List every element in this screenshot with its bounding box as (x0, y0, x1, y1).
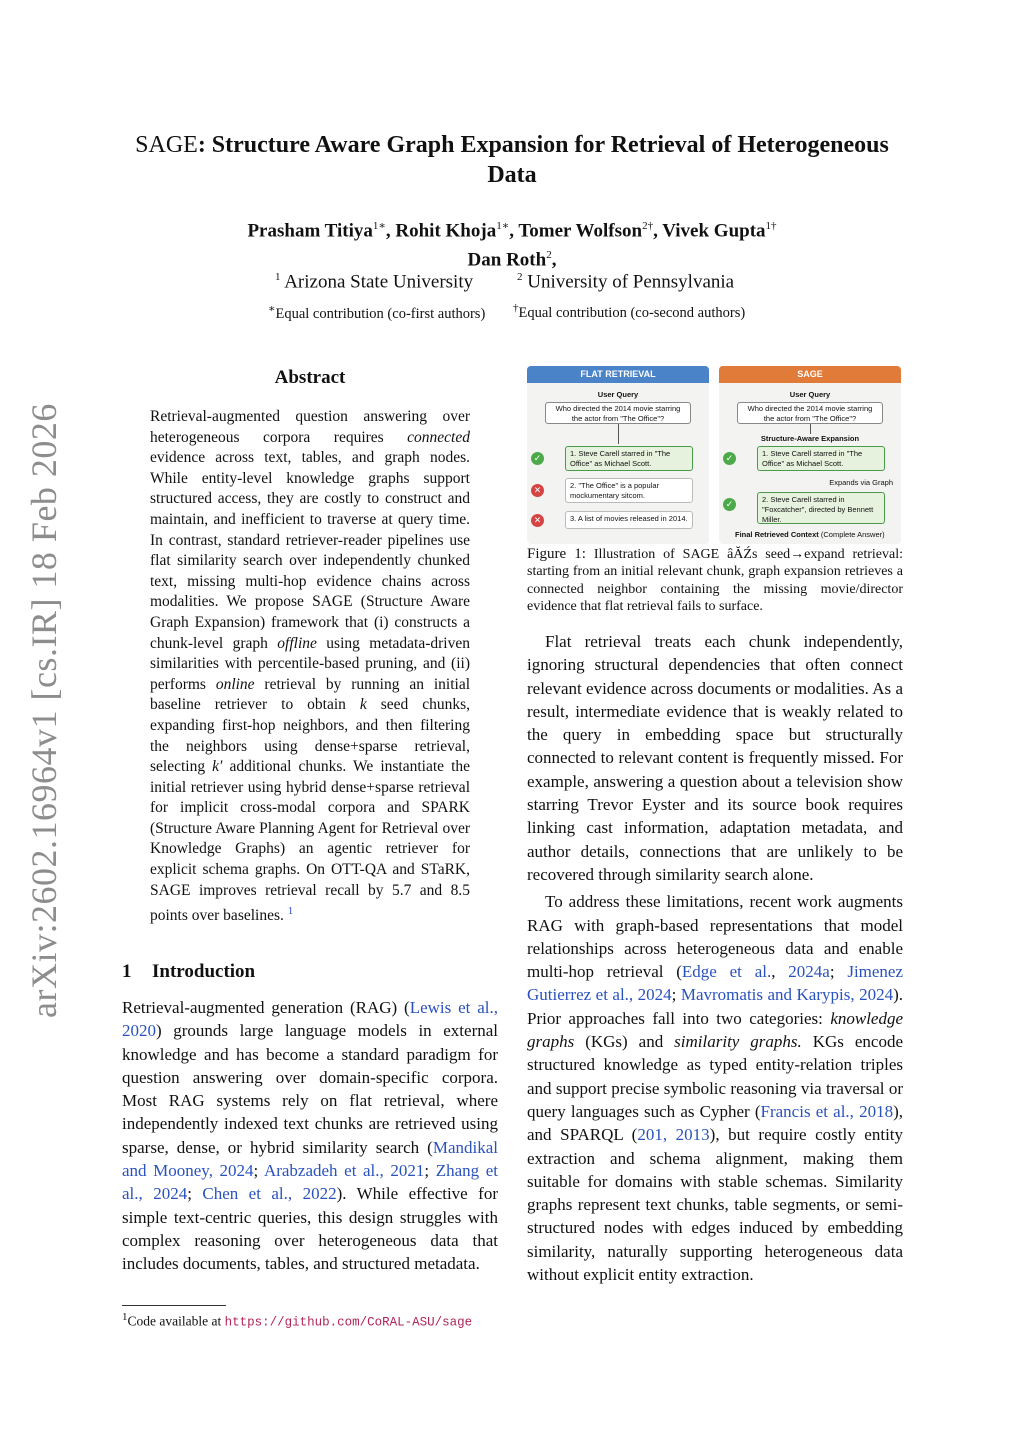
body-text: ) grounds large language models in external knowledge and has become a standard paradigm for question answering over domain-specific corpora. Most RAG systems rely on flat retrieval, where independently indexed text chunks are retrieved using sparse, dense, or hybrid similarity search ( (122, 1021, 498, 1157)
expanded-chunk: 2. Steve Carell starred in "Foxcatcher", directed by Bennett Miller. (757, 492, 885, 524)
abstract-text: retrieval by running an initial baseline retriever to obtain (150, 675, 470, 714)
paper-title (110, 130, 914, 190)
title-rest: : Structure Aware Graph Expansion for Retrieval of Heterogeneous Data (197, 132, 889, 188)
section-title: Introduction (152, 961, 256, 982)
author: Prasham Titiya (247, 220, 373, 242)
sage-panel (719, 366, 901, 544)
author-mark: 2† (642, 220, 654, 232)
equal-text: Equal contribution (co-first authors) (275, 305, 486, 322)
equal-contribution-second (513, 302, 745, 322)
section-number: 1 (122, 961, 132, 982)
author: Rohit Khoja (395, 220, 497, 242)
author-mark: 2 (546, 249, 552, 262)
abstract-text: framework that (i) constructs a chunk-level graph (150, 613, 470, 652)
author-mark: 1∗ (496, 220, 510, 232)
retrieved-chunk-3: 3. A list of movies released in 2014. (565, 511, 693, 529)
section-heading-introduction (122, 961, 255, 983)
cross-icon: ✕ (531, 514, 544, 527)
arrow-down (810, 424, 811, 434)
abstract-text: Retrieval-augmented question answering over heterogeneous corpora requires (150, 408, 470, 446)
cross-icon: ✕ (531, 484, 544, 497)
abstract-sage: SAGE (150, 881, 191, 899)
expands-via-graph-label: Expands via Graph (829, 478, 893, 487)
affiliation-2 (517, 271, 734, 293)
final-context-rest: (Complete Answer) (818, 530, 885, 539)
citation-link[interactable]: Chen et al., 2022 (202, 1184, 337, 1204)
abstract-emphasis: connected (407, 428, 470, 446)
flat-retrieval-panel (527, 366, 709, 544)
code-url-link[interactable]: https://github.com/CoRAL-ASU/sage (224, 1315, 473, 1330)
footnote-ref[interactable]: 1 (287, 905, 294, 918)
body-emphasis: similarity graphs. (674, 1032, 802, 1052)
query-line: the actor from "The Office"? (763, 414, 857, 423)
author-mark: 1∗ (372, 220, 386, 232)
sage-header: SAGE (719, 366, 901, 383)
body-paragraph: To address these limitations, recent work augments RAG with graph-based representations that model relationships across heterogeneous data and enable multi-hop retrieval (Edge et al., 2024a; Jimenez Gutierrez et al., 2024; Mavromatis and Karypis, 2024). Prior approaches fall into two categories: knowledge graphs (KGs) and similarity graphs. KGs encode structured knowledge as typed entity-relation triples and support precise symbolic reasoning via traversal or query languages such as Cypher (Francis et al., 2018), and SPARQL (201, 2013), but require costly entity extraction and schema alignment, making them suitable for domains with stable schemas. Similarity graphs represent text chunks, table segments, or semi-structured nodes with edges induced by embedding similarity, naturally supporting heterogeneous data without explicit entity extraction. (527, 892, 904, 1285)
author: Tomer Wolfson (518, 220, 643, 242)
footnote-mark: 1 (122, 1311, 128, 1323)
introduction-paragraph: Retrieval-augmented generation (RAG) (Lewis et al., 2020) grounds large language models in external knowledge and has become a standard paradigm for question answering over domain-specific corpora. Most RAG systems rely on flat retrieval, where independently indexed text chunks are retrieved using sparse, dense, or hybrid similarity search (Mandikal and Mooney, 2024; Arabzadeh et al., 2021; Zhang et al., 2024; Chen et al., 2022). While effective for simple text-centric queries, this design struggles with complex reasoning over heterogeneous data that includes documents, tables, and structured metadata. (122, 998, 498, 1274)
abstract-emphasis: offline (277, 634, 317, 652)
footnote-text: Code available at (127, 1313, 225, 1329)
final-context-bold: Final Retrieved Context (735, 530, 819, 539)
abstract-math: k′ (212, 758, 223, 776)
check-icon: ✓ (723, 452, 736, 465)
flat-retrieval-header: FLAT RETRIEVAL (527, 366, 709, 383)
query-line: the actor from "The Office"? (571, 414, 665, 423)
arxiv-identifier: arXiv:2602.16964v1 [cs.IR] 18 Feb 2026 (24, 403, 64, 1018)
body-text: (KGs) and (585, 1032, 664, 1052)
equal-mark: ∗ (268, 303, 276, 315)
user-query-box (545, 402, 691, 424)
abstract-text: improves retrieval recall by 5.7 and 8.5 points over baselines. (150, 881, 470, 925)
affiliation-name: Arizona State University (284, 271, 474, 293)
abstract-sage: SAGE (312, 593, 353, 611)
equal-contribution-first (268, 302, 485, 323)
citation-link[interactable]: Francis et al., 2018 (760, 1101, 894, 1121)
abstract-text: evidence across text, tables, and graph nodes. While entity-level knowledge graphs support structured access, they are costly to construct and maintain, and inefficient to traverse at query time. In contrast, standard retriever-reader pipelines use flat similarity search over independently chunked text, missing multi-hop evidence chains across modalities. We propose (150, 449, 470, 611)
equal-mark: † (513, 302, 519, 314)
author: Dan Roth (467, 249, 547, 271)
citation-link[interactable]: Edge et al. (681, 962, 772, 982)
affiliation-mark: 1 (275, 271, 281, 283)
body-paragraph: Flat retrieval treats each chunk independently, ignoring structural dependencies that often connect relevant evidence across documents or modalities. As a result, intermediate evidence that is weakly related to the query in embedding space but structurally connected to relevant content is frequently missed. For example, answering a question about a television show starring Trevor Eyster and its source book requires linking cast information, adaptation metadata, and author details, connections that are unlikely to be recovered through similarity search alone. (527, 632, 903, 884)
citation-link[interactable]: Mandikal and Mooney, 2024 (122, 1137, 498, 1181)
abstract-spark: SPARK (421, 799, 470, 817)
abstract-heading: Abstract (274, 367, 346, 388)
abstract-emphasis: online (215, 675, 255, 693)
body-emphasis: knowledge graphs (527, 1008, 904, 1052)
body-text: To address these limitations, recent work augments RAG with graph-based representations that model relationships across heterogeneous data and enable multi-hop retrieval ( (527, 892, 903, 982)
footnote-divider (122, 1305, 226, 1306)
body-text: ), but require costly entity extraction and schema alignment, making them suitable for domains with stable schemas. Similarity graphs represent text chunks, table segments, or semi-structured nodes with edges induced by embedding similarity, naturally supporting heterogeneous data without explicit entity extraction. (527, 1125, 904, 1285)
citation-link[interactable]: Lewis et al., 2020 (122, 998, 498, 1041)
caption-text: Illustration of SAGE âĂŹs seed→expand retrieval: starting from an initial relevant chunk, graph expansion retrieves a connected neighbor containing the missing movie/director evidence that flat retrieval fails to surface. (527, 547, 903, 615)
check-icon: ✓ (531, 452, 544, 465)
abstract-math: k (359, 696, 367, 714)
author: Vivek Gupta (662, 220, 766, 242)
retrieved-chunk-2: 2. "The Office" is a popular mockumentary sitcom. (565, 478, 693, 503)
equal-text: Equal contribution (co-second authors) (518, 304, 746, 321)
footnote (122, 1311, 472, 1330)
right-column-body (527, 630, 903, 1286)
figure-1-caption (527, 546, 903, 616)
abstract-text: using metadata-driven similarities with percentile-based pruning, and (ii) performs (150, 634, 470, 693)
user-query-label: User Query (789, 390, 831, 399)
seed-chunk: 1. Steve Carell starred in "The Office" as Michael Scott. (757, 446, 885, 471)
citation-link[interactable]: 201, 2013 (637, 1125, 710, 1145)
citation-link[interactable]: Arabzadeh et al., 2021 (263, 1161, 425, 1181)
check-icon: ✓ (723, 498, 736, 511)
citation-link[interactable]: Mavromatis and Karypis, 2024 (680, 985, 894, 1005)
body-text: Retrieval-augmented generation (RAG) ( (122, 998, 410, 1017)
affiliation-name: University of Pennsylvania (527, 271, 735, 293)
structure-aware-expansion-label: Structure-Aware Expansion (760, 434, 860, 443)
final-context-label (735, 530, 885, 539)
author-list: Prasham Titiya$^{1∗}$, Rohit Khoja$^{1∗}$, Tomer Wolfson$^{2\dagger}$, Vivek Gupta$^{1\dagger}$ Dan Roth$^2$, (247, 220, 777, 271)
arrow-down (618, 424, 619, 444)
abstract-body (150, 407, 470, 927)
abstract-sage-expansion: (Structure Aware Graph Expansion) (150, 593, 471, 631)
retrieved-chunk-1: 1. Steve Carell starred in "The Office" as Michael Scott. (565, 446, 693, 471)
abstract-text: additional chunks. We instantiate the initial retriever using hybrid dense+sparse retrieval for implicit cross-modal corpora and (150, 758, 471, 817)
citation-link[interactable]: Zhang et al., 2024 (122, 1161, 498, 1204)
title-sage: SAGE (135, 132, 198, 158)
abstract-text: an agentic retriever for explicit schema graphs. On OTT-QA and STaRK, (150, 840, 470, 879)
affiliation-mark: 2 (517, 271, 523, 283)
citation-link[interactable]: Jimenez Gutierrez et al., 2024 (527, 962, 904, 1005)
body-text: ). While effective for simple text-centric queries, this design struggles with complex reasoning over heterogeneous data that includes documents, tables, and structured metadata. (122, 1184, 498, 1274)
user-query-label: User Query (597, 390, 639, 399)
body-text: ). Prior approaches fall into two categories: (527, 985, 903, 1028)
user-query-box (737, 402, 883, 424)
body-text: ), and SPARQL ( (527, 1101, 903, 1145)
abstract-text: seed chunks, expanding first-hop neighbors, and then filtering the neighbors using dense+sparse retrieval, selecting (150, 696, 470, 776)
query-line: Who directed the 2014 movie starring (747, 404, 873, 413)
query-line: Who directed the 2014 movie starring (555, 404, 681, 413)
figure-1 (527, 366, 903, 544)
abstract-spark-expansion: (Structure Aware Planning Agent for Retrieval over Knowledge Graphs) (150, 819, 470, 858)
affiliation-1 (275, 271, 473, 293)
author-mark: 1† (765, 220, 777, 232)
body-text: KGs encode structured knowledge as typed entity-relation triples and support precise symbolic reasoning via traversal or query languages such as Cypher ( (527, 1032, 904, 1121)
citation-link[interactable]: 2024a (788, 962, 830, 982)
caption-label: Figure 1: (527, 546, 586, 562)
